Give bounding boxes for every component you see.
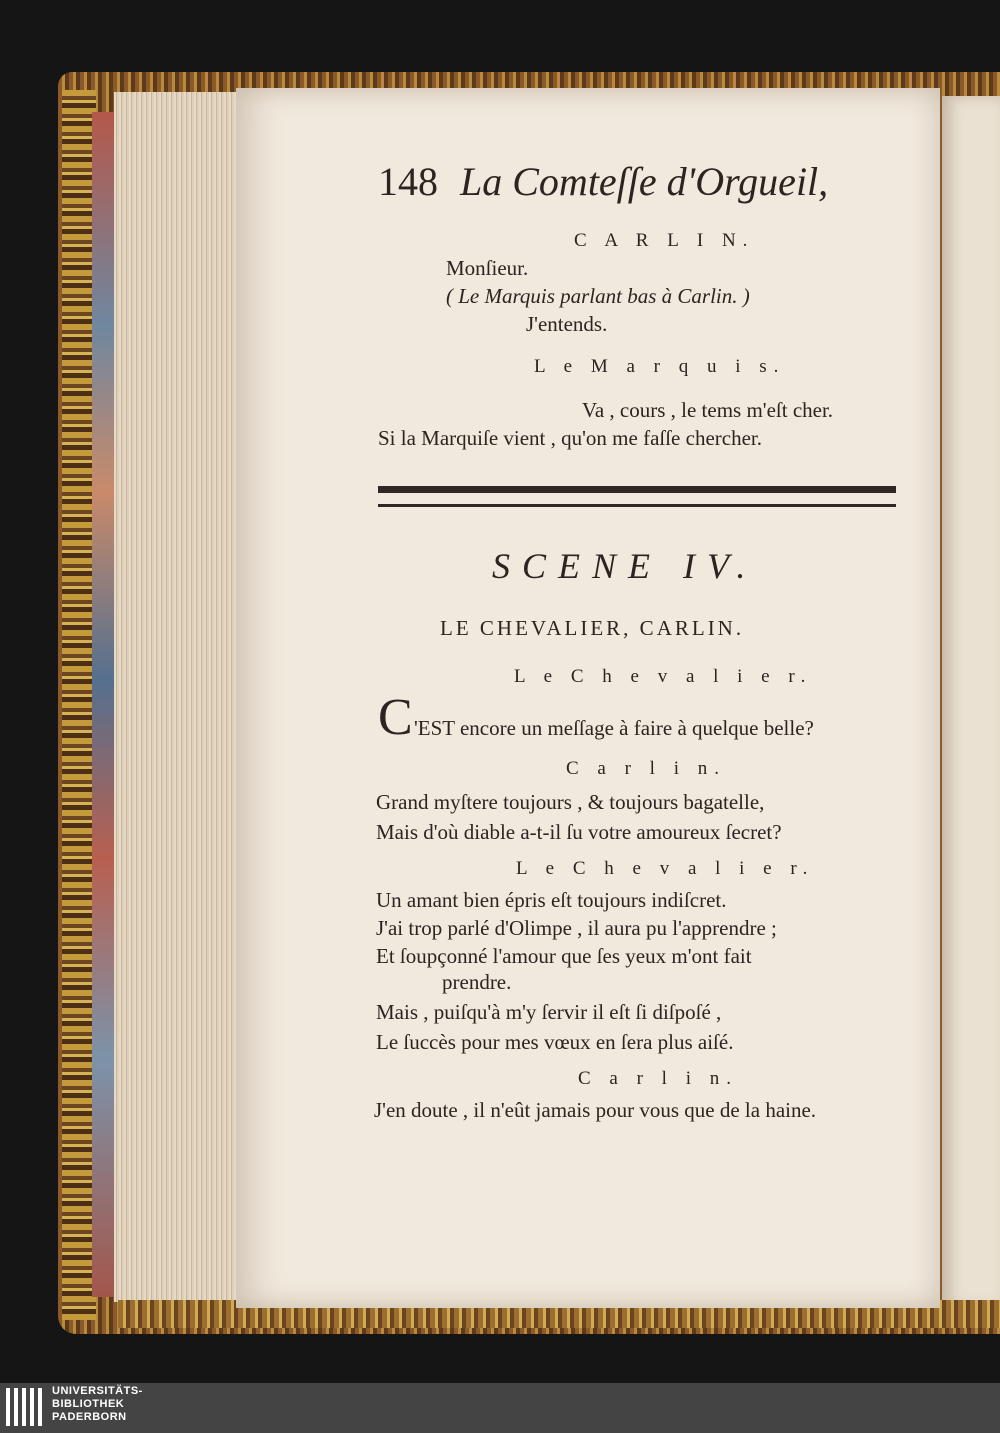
verse-line: Mais d'où diable a-t-il ſu votre amoureux ſecret? bbox=[376, 820, 782, 844]
speaker-chevalier: L e C h e v a l i e r. bbox=[514, 666, 813, 687]
facing-page bbox=[942, 96, 1000, 1308]
speaker-carlin: C a r l i n. bbox=[578, 1068, 738, 1089]
verse-line: J'en doute , il n'eût jamais pour vous que de la haine. bbox=[374, 1098, 817, 1122]
verse-line: Va , cours , le tems m'eſt cher. bbox=[582, 398, 834, 422]
scene-title: SCENE IV. bbox=[492, 546, 758, 586]
verse-line: Mais , puiſqu'à m'y ſervir il eſt ſi diſpoſé , bbox=[376, 1000, 722, 1024]
verse-line: Un amant bien épris eſt toujours indiſcret. bbox=[376, 888, 727, 912]
running-header bbox=[378, 158, 828, 205]
verse-line: Grand myſtere toujours , & toujours bagatelle, bbox=[376, 790, 765, 814]
marbled-edge bbox=[92, 112, 114, 1297]
speaker-marquis: L e M a r q u i s. bbox=[534, 356, 786, 377]
verse-line: Le ſuccès pour mes vœux en ſera plus aiſé. bbox=[376, 1030, 734, 1054]
page-number: 148 bbox=[378, 159, 438, 204]
verse-line: 'EST encore un meſſage à faire à quelque belle? bbox=[414, 716, 814, 740]
library-footer bbox=[0, 1383, 1000, 1433]
speaker-carlin: C a r l i n. bbox=[566, 758, 726, 779]
gilt-spine bbox=[62, 90, 96, 1320]
stage-direction: ( Le Marquis parlant bas à Carlin. ) bbox=[446, 284, 750, 308]
page-edges bbox=[114, 92, 242, 1302]
verse-line: J'ai trop parlé d'Olimpe , il aura pu l'apprendre ; bbox=[376, 916, 777, 940]
verse-line: Si la Marquiſe vient , qu'on me faſſe chercher. bbox=[378, 426, 762, 450]
scene-characters: LE CHEVALIER, CARLIN. bbox=[440, 616, 745, 640]
verse-line: J'entends. bbox=[526, 312, 608, 336]
running-title: La Comteſſe d'Orgueil, bbox=[460, 159, 829, 204]
drop-cap: C bbox=[378, 689, 413, 746]
speaker-chevalier: L e C h e v a l i e r. bbox=[516, 858, 815, 879]
scene-divider-thick bbox=[378, 486, 896, 493]
verse-line: Et ſoupçonné l'amour que ſes yeux m'ont fait bbox=[376, 944, 752, 968]
verse-line-continued: prendre. bbox=[442, 970, 512, 994]
speaker-carlin: C A R L I N. bbox=[574, 230, 755, 251]
book-page bbox=[236, 88, 940, 1308]
library-logo-icon bbox=[6, 1388, 46, 1426]
scene-divider-thin bbox=[378, 504, 896, 507]
library-name: UNIVERSITÄTS- BIBLIOTHEK PADERBORN bbox=[52, 1385, 143, 1423]
verse-line: Monſieur. bbox=[446, 256, 529, 280]
